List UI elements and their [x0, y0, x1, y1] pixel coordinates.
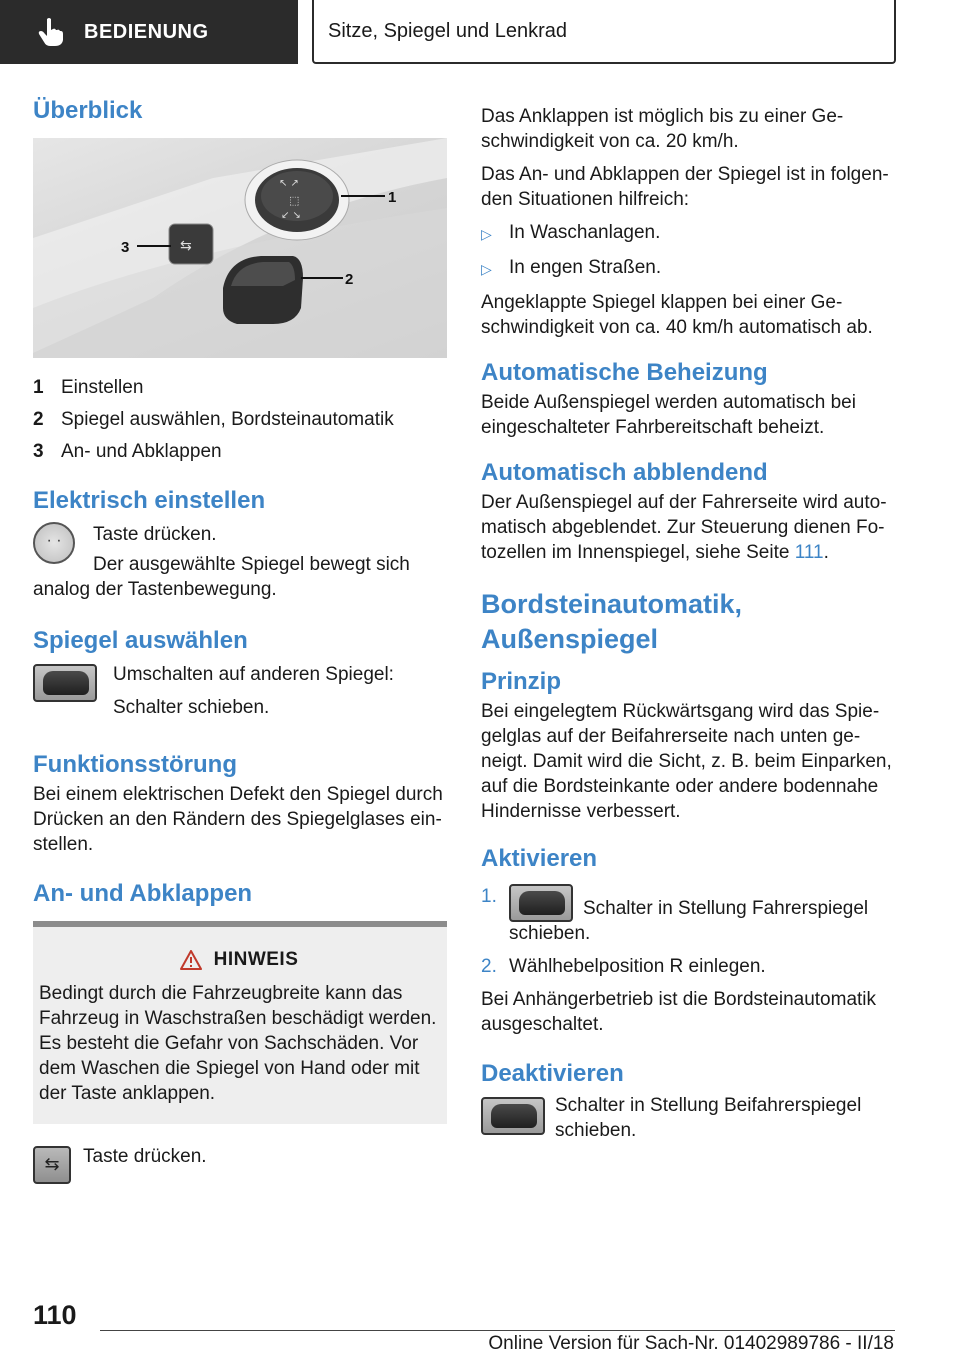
bullet-icon: ▷: [481, 226, 492, 242]
mirror-switch-icon: [33, 664, 97, 702]
beheizung-text: Beide Außenspiegel werden automatisch bei eingeschalteter Fahrbereitschaft beheizt.: [481, 392, 856, 438]
svg-text:↙ ↘: ↙ ↘: [281, 210, 301, 221]
footer-text: Online Version für Sach-Nr. 01402989786 - II/18: [488, 1333, 894, 1354]
aktivieren-title: Aktivieren: [481, 845, 598, 873]
anhaenger-text: Bei Anhängerbetrieb ist die Bordsteinautomatik ausgeschaltet.: [481, 989, 877, 1036]
elektrisch-text: Der ausgewählte Spiegel bewegt sich analog der Tastenbewegung.: [33, 554, 410, 600]
page-link[interactable]: 111: [794, 542, 824, 563]
mirror-control-illustration: [33, 138, 447, 358]
step-item: 1. Schalter in Stellung Fahrerspiegel schieben.: [481, 886, 869, 945]
fold-mirror-icon: [33, 1146, 71, 1184]
figure-label-3: 3: [121, 239, 130, 256]
figure-label-1: 1: [388, 189, 397, 206]
auswahl-title: Spiegel auswählen: [33, 627, 248, 654]
mirror-adjust-icon: [33, 522, 75, 564]
svg-text:↖ ↗: ↖ ↗: [279, 178, 299, 189]
hand-pointer-icon: [38, 17, 64, 47]
section-title: BEDIENUNG: [84, 20, 209, 43]
auswahl-row: Umschalten auf anderen Spiegel: Schalter schieben.: [33, 662, 447, 728]
section-tab: [0, 0, 298, 64]
stoerung-title: Funktionsstörung: [33, 751, 237, 778]
situations-intro: Das An- und Abklappen der Spiegel ist in folgenden Situationen hilfreich:: [481, 164, 889, 210]
figure-legend: [33, 372, 447, 468]
bullet-icon: ▷: [481, 261, 492, 277]
beheizung-title: Automatische Beheizung: [481, 359, 768, 386]
anklappen-text: Das Anklappen ist möglich bis zu einer Geschwindigkeit von ca. 20 km/h.: [481, 106, 844, 152]
mirror-switch-icon: [509, 884, 573, 922]
page-header: [0, 0, 960, 66]
elektrisch-row: · · Taste drücken.: [33, 522, 447, 564]
chapter-title: Sitze, Spiegel und Lenkrad: [328, 19, 568, 42]
abblend-title: Automatisch abblendend: [481, 459, 768, 486]
legend-item: 1 Einstellen: [33, 377, 144, 398]
right-column: [481, 104, 895, 1151]
chapter-tab: [312, 0, 896, 64]
list-item: ▷ In engen Straßen.: [481, 255, 895, 282]
left-column: [33, 96, 447, 1184]
step-item: 2. Wählhebelposition R einlegen.: [481, 956, 766, 978]
deaktivieren-title: Deaktivieren: [481, 1060, 624, 1088]
page-number: 110: [33, 1300, 77, 1330]
list-item: ▷ In Waschanlagen.: [481, 220, 895, 247]
notice-box: [33, 921, 447, 1124]
mirror-switch-icon: [481, 1097, 545, 1135]
legend-item: 3 An- und Abklappen: [33, 441, 222, 462]
mirror-control-figure: [33, 138, 447, 358]
elektrisch-title: Elektrisch einstellen: [33, 487, 266, 514]
svg-text:⇆: ⇆: [180, 238, 192, 254]
overview-title: Überblick: [33, 97, 143, 124]
footer-divider: [100, 1330, 895, 1331]
deaktivieren-row: Schalter in Stellung Beifahrerspiegel schieben.: [481, 1093, 895, 1151]
svg-text:⬚: ⬚: [289, 194, 300, 207]
figure-label-2: 2: [345, 271, 354, 288]
warning-icon: [180, 950, 202, 970]
stoerung-text: Bei einem elektrischen Defekt den Spiegel durch Drücken an den Rändern des Spiegelglases einstellen.: [33, 784, 443, 855]
abblend-text: Der Außenspiegel auf der Fahrerseite wird automatisch abgeblendet. Zur Steuerung dienen Fotozellen im Innenspiegel, siehe Seite 111.: [481, 492, 887, 563]
taste-row: ⇆ Taste drücken.: [33, 1144, 447, 1184]
angeklappt-text: Angeklappte Spiegel klappen bei einer Geschwindigkeit von ca. 40 km/h automatisch ab.: [481, 292, 873, 338]
prinzip-title: Prinzip: [481, 668, 562, 696]
bordstein-title: Bordsteinautomatik, Außenspiegel: [481, 589, 743, 655]
legend-item: 2 Spiegel auswählen, Bordsteinautomatik: [33, 409, 394, 430]
notice-header: HINWEIS: [39, 949, 439, 971]
prinzip-text: Bei eingelegtem Rückwärtsgang wird das Spiegelglas auf der Beifahrerseite nach unten geneigt. Damit wird die Sicht, z. B. beim Einparken, auf die Bordsteinkante oder andere bodennahe Hindernisse verbessert.: [481, 701, 892, 823]
klappen-title: An- und Abklappen: [33, 880, 253, 907]
notice-text: Bedingt durch die Fahrzeugbreite kann das Fahrzeug in Waschstraßen beschädigt werden. Es besteht die Gefahr von Sachschäden. Vor dem Waschen die Spiegel von Hand oder mit der Taste anklappen.: [39, 983, 437, 1104]
